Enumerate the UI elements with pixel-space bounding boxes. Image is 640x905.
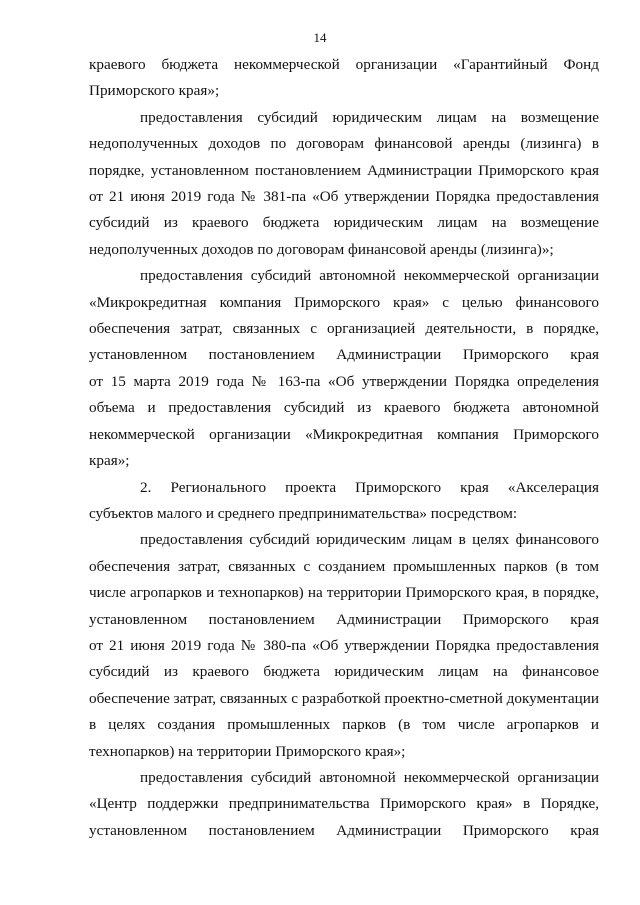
text-line: от 21 июня 2019 года № 380-па «Об утверждении Порядка предоставления (89, 636, 599, 654)
page-number: 14 (313, 30, 327, 45)
text-line: порядке, установленном постановлением Администрации Приморского края (89, 161, 599, 179)
text-line: от 15 марта 2019 года № 163-па «Об утверждении Порядка определения (89, 372, 599, 390)
text-line: установленном постановлением Администрации Приморского края (89, 346, 599, 364)
text-line: некоммерческой организации «Микрокредитная компания Приморского (89, 425, 599, 443)
text-line: предоставления субсидий автономной некоммерческой организации (140, 768, 599, 786)
paragraph-6 (89, 765, 599, 844)
text-line: недополученных доходов по договорам финансовой аренды (лизинга) в (89, 135, 599, 153)
text-line: обеспечение затрат, связанных с разработкой проектно-сметной документации (89, 689, 599, 707)
text-line: технопарков) на территории Приморского края»; (89, 742, 406, 760)
paragraph-1 (89, 52, 599, 105)
paragraph-5 (89, 527, 599, 765)
text-line: края»; (89, 452, 130, 470)
text-line: от 21 июня 2019 года № 381-па «Об утверждении Порядка предоставления (89, 188, 599, 206)
paragraph-3 (89, 263, 599, 474)
text-line: субъектов малого и среднего предпринимательства» посредством: (89, 504, 518, 522)
text-line: объема и предоставления субсидий из краевого бюджета автономной (89, 399, 599, 417)
text-line: Приморского края»; (89, 82, 220, 100)
text-line: предоставления субсидий юридическим лицам в целях финансового (140, 531, 599, 549)
document-body (89, 52, 599, 844)
paragraph-2 (89, 105, 599, 263)
text-line: субсидий из краевого бюджета юридическим лицам на финансовое (89, 663, 599, 681)
text-line: предоставления субсидий автономной некоммерческой организации (140, 267, 599, 285)
text-line: «Микрокредитная компания Приморского края» с целью финансового (89, 293, 599, 311)
text-line: обеспечения затрат, связанных с созданием промышленных парков (в том (89, 557, 599, 575)
text-line: недополученных доходов по договорам финансовой аренды (лизинга)»; (89, 240, 554, 258)
text-line: установленном постановлением Администрации Приморского края (89, 821, 599, 839)
text-line: в целях создания промышленных парков (в том числе агропарков и (89, 716, 599, 734)
paragraph-4 (89, 475, 599, 528)
text-line: краевого бюджета некоммерческой организации «Гарантийный Фонд (89, 56, 599, 73)
text-line: установленном постановлением Администрации Приморского края (89, 610, 599, 628)
text-line: субсидий из краевого бюджета юридическим лицам на возмещение (89, 214, 599, 232)
text-line: предоставления субсидий юридическим лицам на возмещение (140, 108, 599, 126)
text-line: 2. Регионального проекта Приморского края «Акселерация (140, 478, 599, 496)
text-line: числе агропарков и технопарков) на территории Приморского края, в порядке, (89, 584, 599, 602)
text-line: обеспечения затрат, связанных с организацией деятельности, в порядке, (89, 320, 599, 338)
text-line: «Центр поддержки предпринимательства Приморского края» в Порядке, (89, 795, 599, 813)
